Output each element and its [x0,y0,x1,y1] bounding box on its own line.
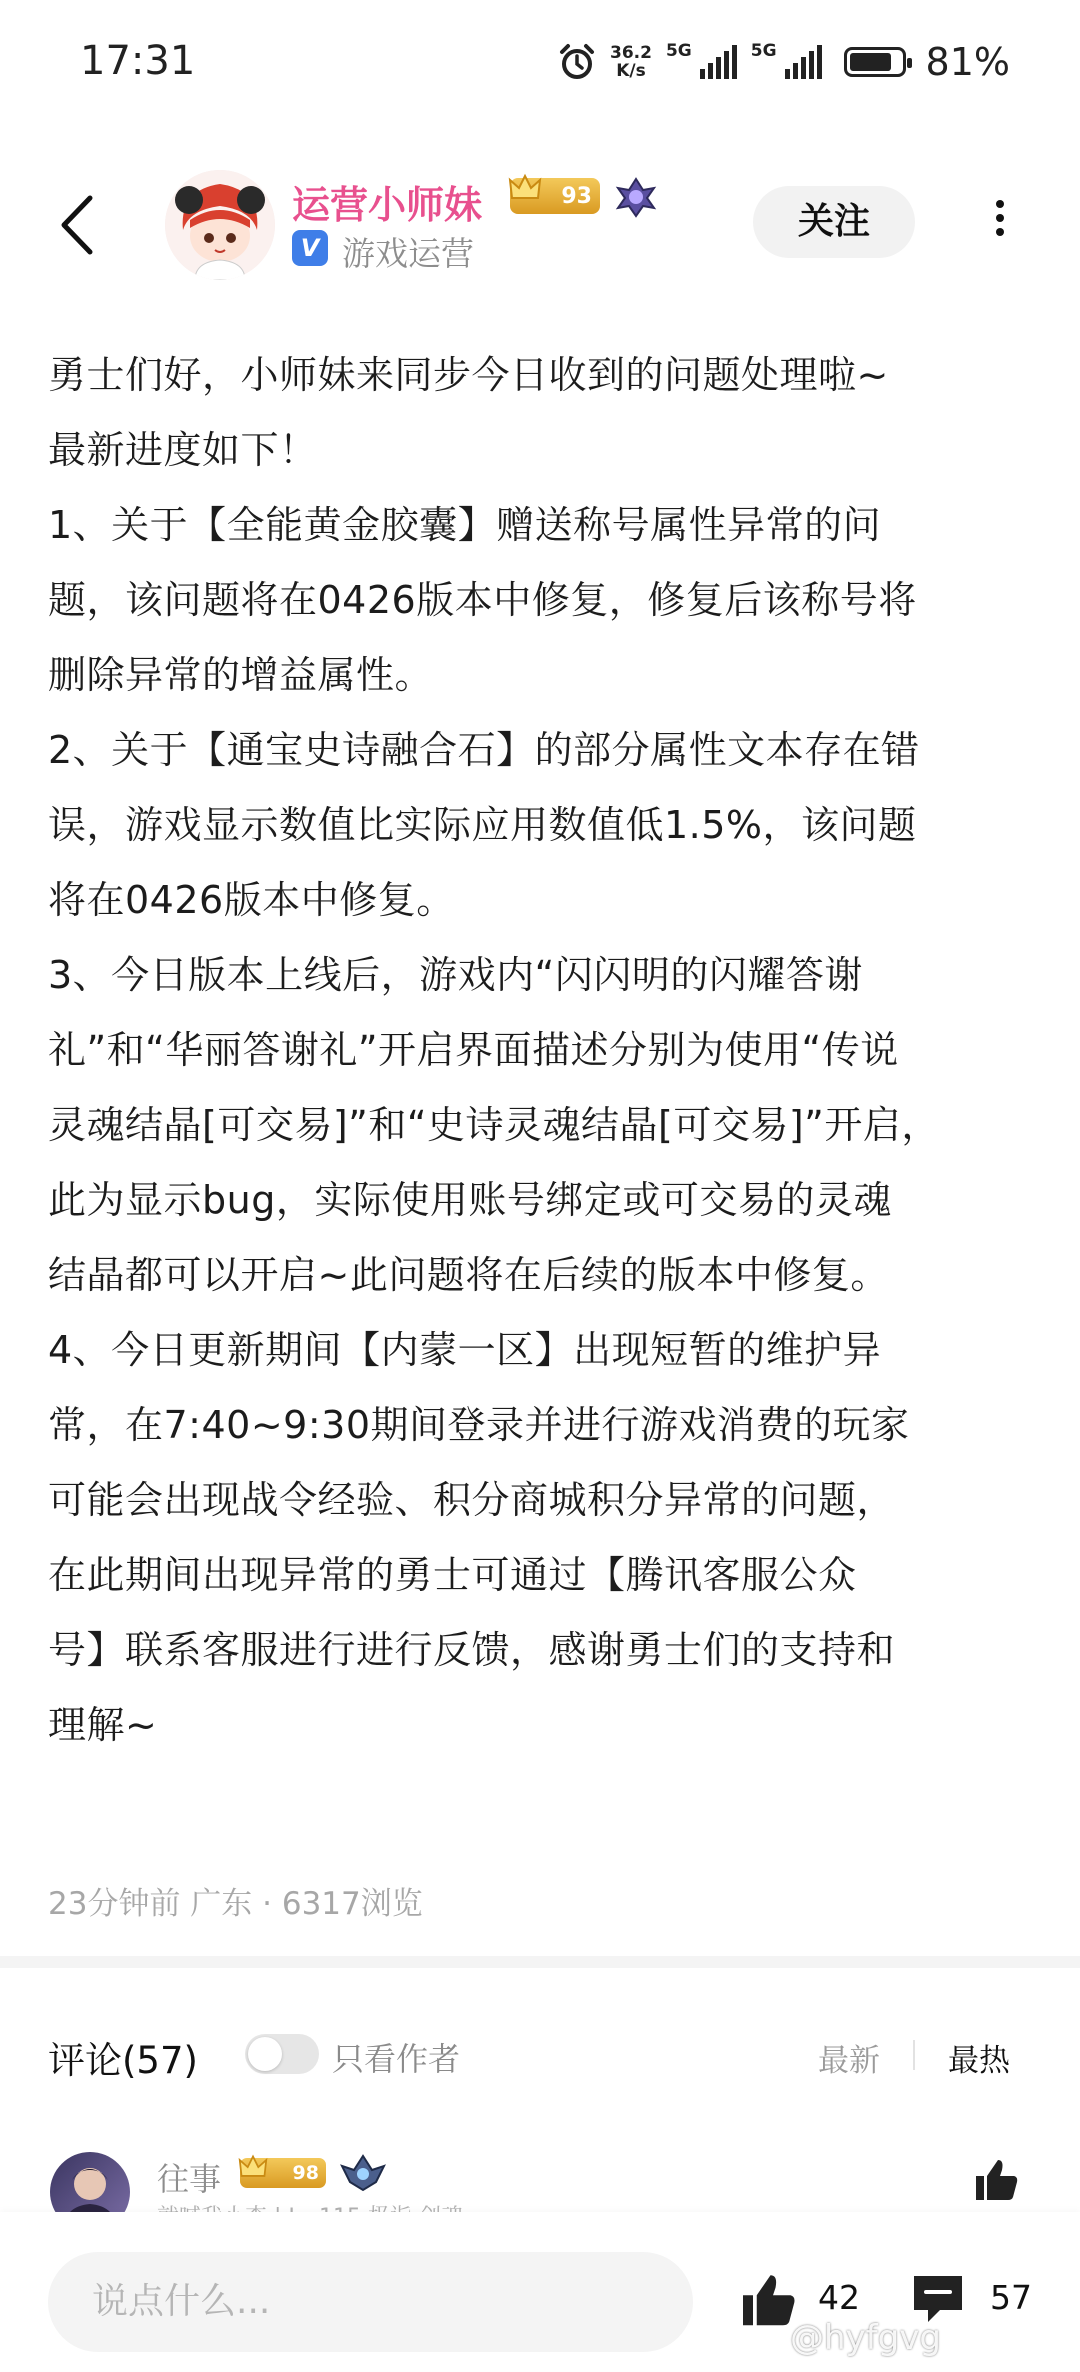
post-text-line: 题，该问题将在0426版本中修复，修复后该称号将 [48,578,917,622]
level-badge [510,178,600,214]
post-text-line: 可能会出现战令经验、积分商城积分异常的问题， [48,1478,896,1522]
post-meta: 23分钟前 广东 · 6317浏览 [48,1886,423,1922]
comment-input[interactable]: 说点什么... [48,2252,693,2352]
comment-count: 57 [990,2278,1032,2317]
post-text-line: 结晶都可以开启~此问题将在后续的版本中修复。 [48,1253,889,1297]
rank-emblem-icon [340,2152,386,2192]
post-text-line: 删除异常的增益属性。 [48,653,434,697]
post-text-line: 1、关于【全能黄金胶囊】赠送称号属性异常的问 [48,503,882,547]
verified-badge: V [292,230,328,266]
like-count: 42 [818,2278,860,2317]
crown-icon [508,172,542,206]
only-author-label[interactable]: 只看作者 [332,2040,461,2078]
comment-author-name[interactable]: 往事 [157,2160,222,2198]
post-header [0,160,1080,290]
author-role: 游戏运营 [342,234,474,273]
post-body [48,338,1038,1763]
post-text-line: 常，在7:40~9:30期间登录并进行游戏消费的玩家 [48,1403,910,1447]
level-number: 93 [561,183,592,209]
post-text-line: 4、今日更新期间【内蒙一区】出现短暂的维护异 [48,1328,882,1372]
avatar-illustration [165,170,275,280]
post-text-line: 礼”和“华丽答谢礼”开启界面描述分别为使用“传说 [48,1028,899,1072]
battery-fill [850,53,891,71]
comments-title: 评论(57) [48,2039,198,2082]
post-text-line: 3、今日版本上线后，游戏内“闪闪明的闪耀答谢 [48,953,863,997]
post-text-line: 2、关于【通宝史诗融合石】的部分属性文本存在错 [48,728,920,772]
post-text-line: 理解~ [48,1703,158,1747]
sort-separator [913,2040,915,2070]
back-icon[interactable] [50,190,110,260]
comment-level-badge [240,2158,326,2188]
toggle-knob [248,2037,282,2071]
status-icons [558,40,1010,84]
battery-percent: 81% [925,40,1010,84]
post-text-line: 误，游戏显示数值比实际应用数值低1.5%，该问题 [48,803,917,847]
alarm-icon [558,43,596,81]
crown-icon [238,2153,268,2183]
post-text-line: 勇士们好，小师妹来同步今日收到的问题处理啦~ [48,353,889,397]
post-text-line: 此为显示bug，实际使用账号绑定或可交易的灵魂 [48,1178,892,1222]
only-author-toggle[interactable] [245,2034,319,2074]
follow-button[interactable]: 关注 [753,186,915,258]
thumbs-up-icon[interactable] [972,2156,1020,2202]
more-options-icon[interactable] [980,194,1020,254]
sort-hot-tab[interactable]: 最热 [948,2043,1010,2079]
thumbs-up-icon[interactable] [738,2270,798,2328]
status-bar [0,0,1080,128]
rank-emblem-icon [615,176,657,218]
author-name[interactable]: 运营小师妹 [292,183,483,227]
post-text-line: 将在0426版本中修复。 [48,878,455,922]
section-divider [0,1956,1080,1968]
sort-newest-tab[interactable]: 最新 [818,2043,880,2079]
post-text-line: 号】联系客服进行进行反馈，感谢勇士们的支持和 [48,1628,896,1672]
post-text-line: 在此期间出现异常的勇士可通过【腾讯客服公众 [48,1553,857,1597]
status-time: 17:31 [80,38,196,84]
comment-level-number: 98 [292,2162,319,2184]
post-text-line: 灵魂结晶[可交易]”和“史诗灵魂结晶[可交易]”开启， [48,1103,940,1147]
network-type-1: 5G [665,41,692,61]
network-speed: 36.2 K/s [609,43,652,81]
signal-icon-2 [785,45,822,79]
author-avatar[interactable] [165,170,275,280]
battery-icon [844,47,906,77]
post-text-line: 最新进度如下！ [48,428,318,472]
watermark: @hyfgvg [790,2318,941,2358]
signal-icon [700,45,737,79]
network-type-2: 5G [750,41,777,61]
